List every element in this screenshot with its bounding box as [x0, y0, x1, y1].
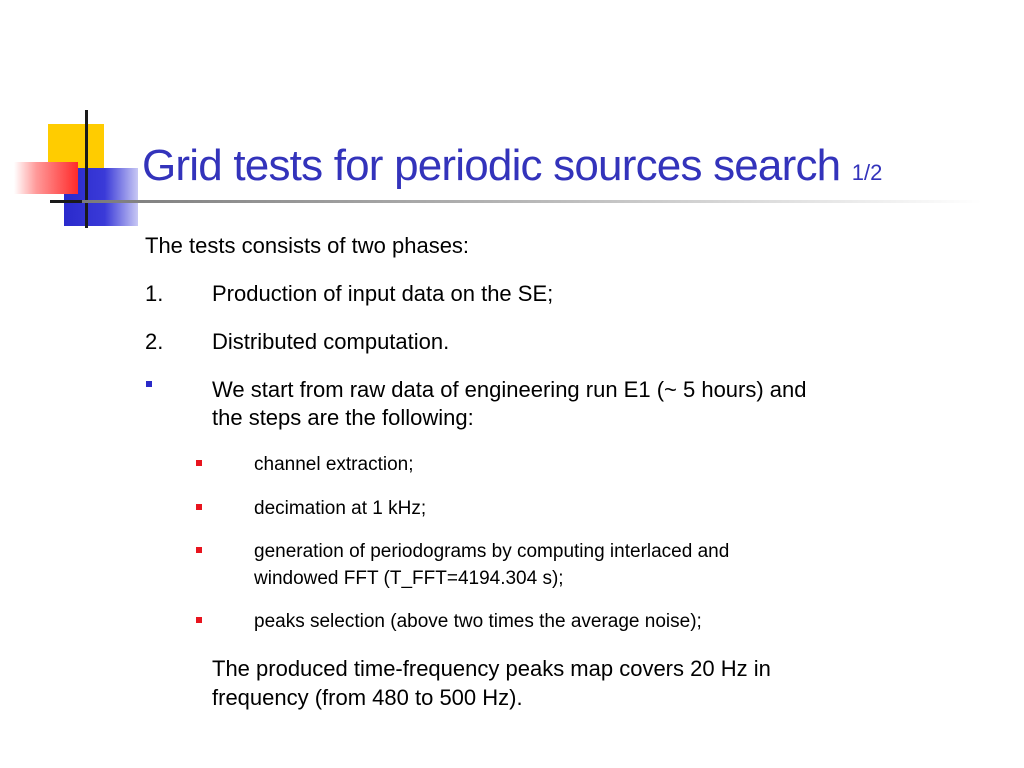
phase-1-text: Production of input data on the SE;	[212, 281, 554, 306]
red-bar-icon	[14, 162, 78, 194]
step-2-text: decimation at 1 kHz;	[254, 498, 427, 519]
slide-title-suffix: 1/2	[851, 160, 883, 185]
conclusion-line-1: The produced time-frequency peaks map covers 20 Hz in	[212, 656, 771, 681]
step-4-text: peaks selection (above two times the average noise);	[254, 611, 702, 632]
conclusion-line-2: frequency (from 480 to 500 Hz).	[212, 685, 523, 710]
slide-title	[142, 140, 882, 199]
step-1-text: channel extraction;	[254, 454, 414, 475]
main-bullet-line-2: the steps are the following:	[212, 405, 474, 430]
vertical-line-icon	[85, 110, 88, 228]
slide-title-text: Grid tests for periodic sources search	[142, 141, 841, 190]
step-3-line-1: generation of periodograms by computing interlaced and	[254, 541, 730, 562]
phase-2-text: Distributed computation.	[212, 329, 450, 354]
sub-bullet-square-icon	[196, 547, 202, 553]
phase-2-number: 2.	[145, 329, 164, 354]
title-underline	[82, 200, 982, 203]
sub-bullet-square-icon	[196, 504, 202, 510]
slide-logo-decoration	[0, 0, 150, 240]
sub-bullet-square-icon	[196, 617, 202, 623]
phase-1-number: 1.	[145, 281, 164, 306]
main-bullet-line-1: We start from raw data of engineering run E1 (~ 5 hours) and	[212, 377, 807, 402]
intro-text: The tests consists of two phases:	[145, 233, 470, 258]
bullet-square-icon	[146, 381, 152, 387]
sub-bullet-square-icon	[196, 460, 202, 466]
step-3-line-2: windowed FFT (T_FFT=4194.304 s);	[254, 568, 564, 589]
